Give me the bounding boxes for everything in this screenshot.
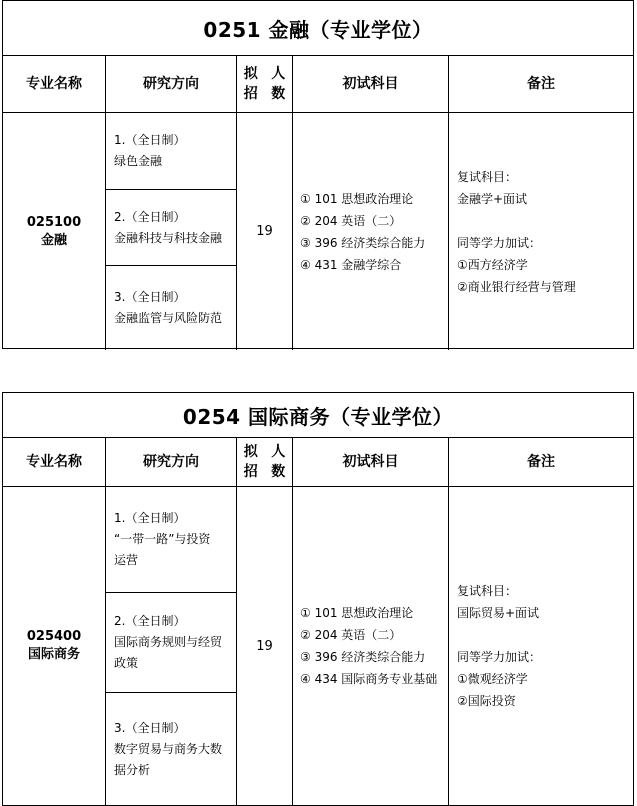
direction-item xyxy=(106,266,236,350)
direction-text: 政策 xyxy=(114,656,139,670)
direction-text: 据分析 xyxy=(114,762,151,777)
note-cell xyxy=(449,487,633,805)
header-row xyxy=(3,56,633,113)
exam-subject: ① 101 思想政治理论 xyxy=(300,606,414,620)
table-body xyxy=(3,487,633,805)
direction-item xyxy=(106,487,236,593)
direction-text: 运营 xyxy=(114,553,139,567)
direction-mode: 1.（全日制） xyxy=(114,133,186,147)
major-name: 国际商务 xyxy=(27,647,80,662)
retest-label: 复试科目： xyxy=(457,584,518,598)
retest-value: 金融学+面试 xyxy=(457,191,528,206)
header-quota xyxy=(237,56,293,112)
extra-test-item: ②国际投资 xyxy=(457,694,516,708)
table-title: 0254 国际商务（专业学位） xyxy=(3,393,633,438)
direction-text: 金融监管与风险防范 xyxy=(114,311,223,325)
header-direction: 研究方向 xyxy=(106,438,237,486)
exam-subject: ② 204 英语（二） xyxy=(300,213,402,228)
direction-mode: 1.（全日制） xyxy=(114,511,186,525)
direction-item xyxy=(106,190,236,266)
direction-mode: 3.（全日制） xyxy=(114,290,186,304)
retest-value: 国际贸易+面试 xyxy=(457,606,540,620)
header-major: 专业名称 xyxy=(3,56,106,112)
note-spacer xyxy=(457,210,633,232)
header-direction: 研究方向 xyxy=(106,56,237,112)
major-code: 025400 xyxy=(26,629,82,644)
direction-text: 绿色金融 xyxy=(114,154,163,168)
exam-cell xyxy=(293,487,449,805)
header-exam: 初试科目 xyxy=(293,56,449,112)
retest-label: 复试科目： xyxy=(457,169,518,184)
exam-cell xyxy=(293,113,449,350)
direction-mode: 2.（全日制） xyxy=(114,209,186,224)
direction-item xyxy=(106,113,236,190)
exam-subject: ④ 434 国际商务专业基础 xyxy=(300,672,438,686)
exam-subject: ① 101 思想政治理论 xyxy=(300,191,414,206)
exam-subject: ④ 431 金融学综合 xyxy=(300,257,402,272)
exam-subject: ③ 396 经济类综合能力 xyxy=(300,650,426,664)
direction-mode: 3.（全日制） xyxy=(114,720,186,735)
direction-mode: 2.（全日制） xyxy=(114,614,186,628)
directions-cell xyxy=(106,113,237,350)
exam-subject: ② 204 英语（二） xyxy=(300,628,402,642)
header-note: 备注 xyxy=(527,76,555,92)
header-exam: 初试科目 xyxy=(293,438,449,486)
extra-test-item: ②商业银行经营与管理 xyxy=(457,279,576,294)
note-cell xyxy=(449,113,633,350)
header-quota-line2: 人数 xyxy=(271,66,286,102)
header-major: 专业名称 xyxy=(3,438,106,486)
direction-item xyxy=(106,693,236,805)
extra-test-item: ①西方经济学 xyxy=(457,257,528,272)
directions-cell xyxy=(106,487,237,805)
program-table-international-business xyxy=(2,392,634,806)
extra-test-item: ①微观经济学 xyxy=(457,672,528,686)
header-note: 备注 xyxy=(527,454,555,470)
direction-text: 数字贸易与商务大数 xyxy=(114,741,223,756)
exam-subject: ③ 396 经济类综合能力 xyxy=(300,235,426,250)
header-quota-line1: 拟招 xyxy=(243,444,258,480)
header-quota-line1: 拟招 xyxy=(243,66,258,102)
major-code: 025100 xyxy=(26,214,82,230)
note-spacer xyxy=(457,624,633,646)
direction-text: “一带一路”与投资 xyxy=(114,532,211,546)
major-cell xyxy=(3,113,106,350)
major-cell xyxy=(3,487,106,805)
direction-item xyxy=(106,593,236,693)
table-body xyxy=(3,113,633,350)
quota-cell: 19 xyxy=(237,113,293,350)
extra-test-label: 同等学力加试： xyxy=(457,650,542,664)
program-table-finance xyxy=(2,0,634,349)
header-quota-line2: 人数 xyxy=(271,444,286,480)
direction-text: 金融科技与科技金融 xyxy=(114,230,223,245)
direction-text: 国际商务规则与经贸 xyxy=(114,635,223,649)
quota-cell: 19 xyxy=(237,487,293,805)
header-quota xyxy=(237,438,293,486)
header-row xyxy=(3,438,633,487)
extra-test-label: 同等学力加试： xyxy=(457,235,542,250)
major-name: 金融 xyxy=(40,232,67,248)
table-title: 0251 金融（专业学位） xyxy=(3,1,633,56)
